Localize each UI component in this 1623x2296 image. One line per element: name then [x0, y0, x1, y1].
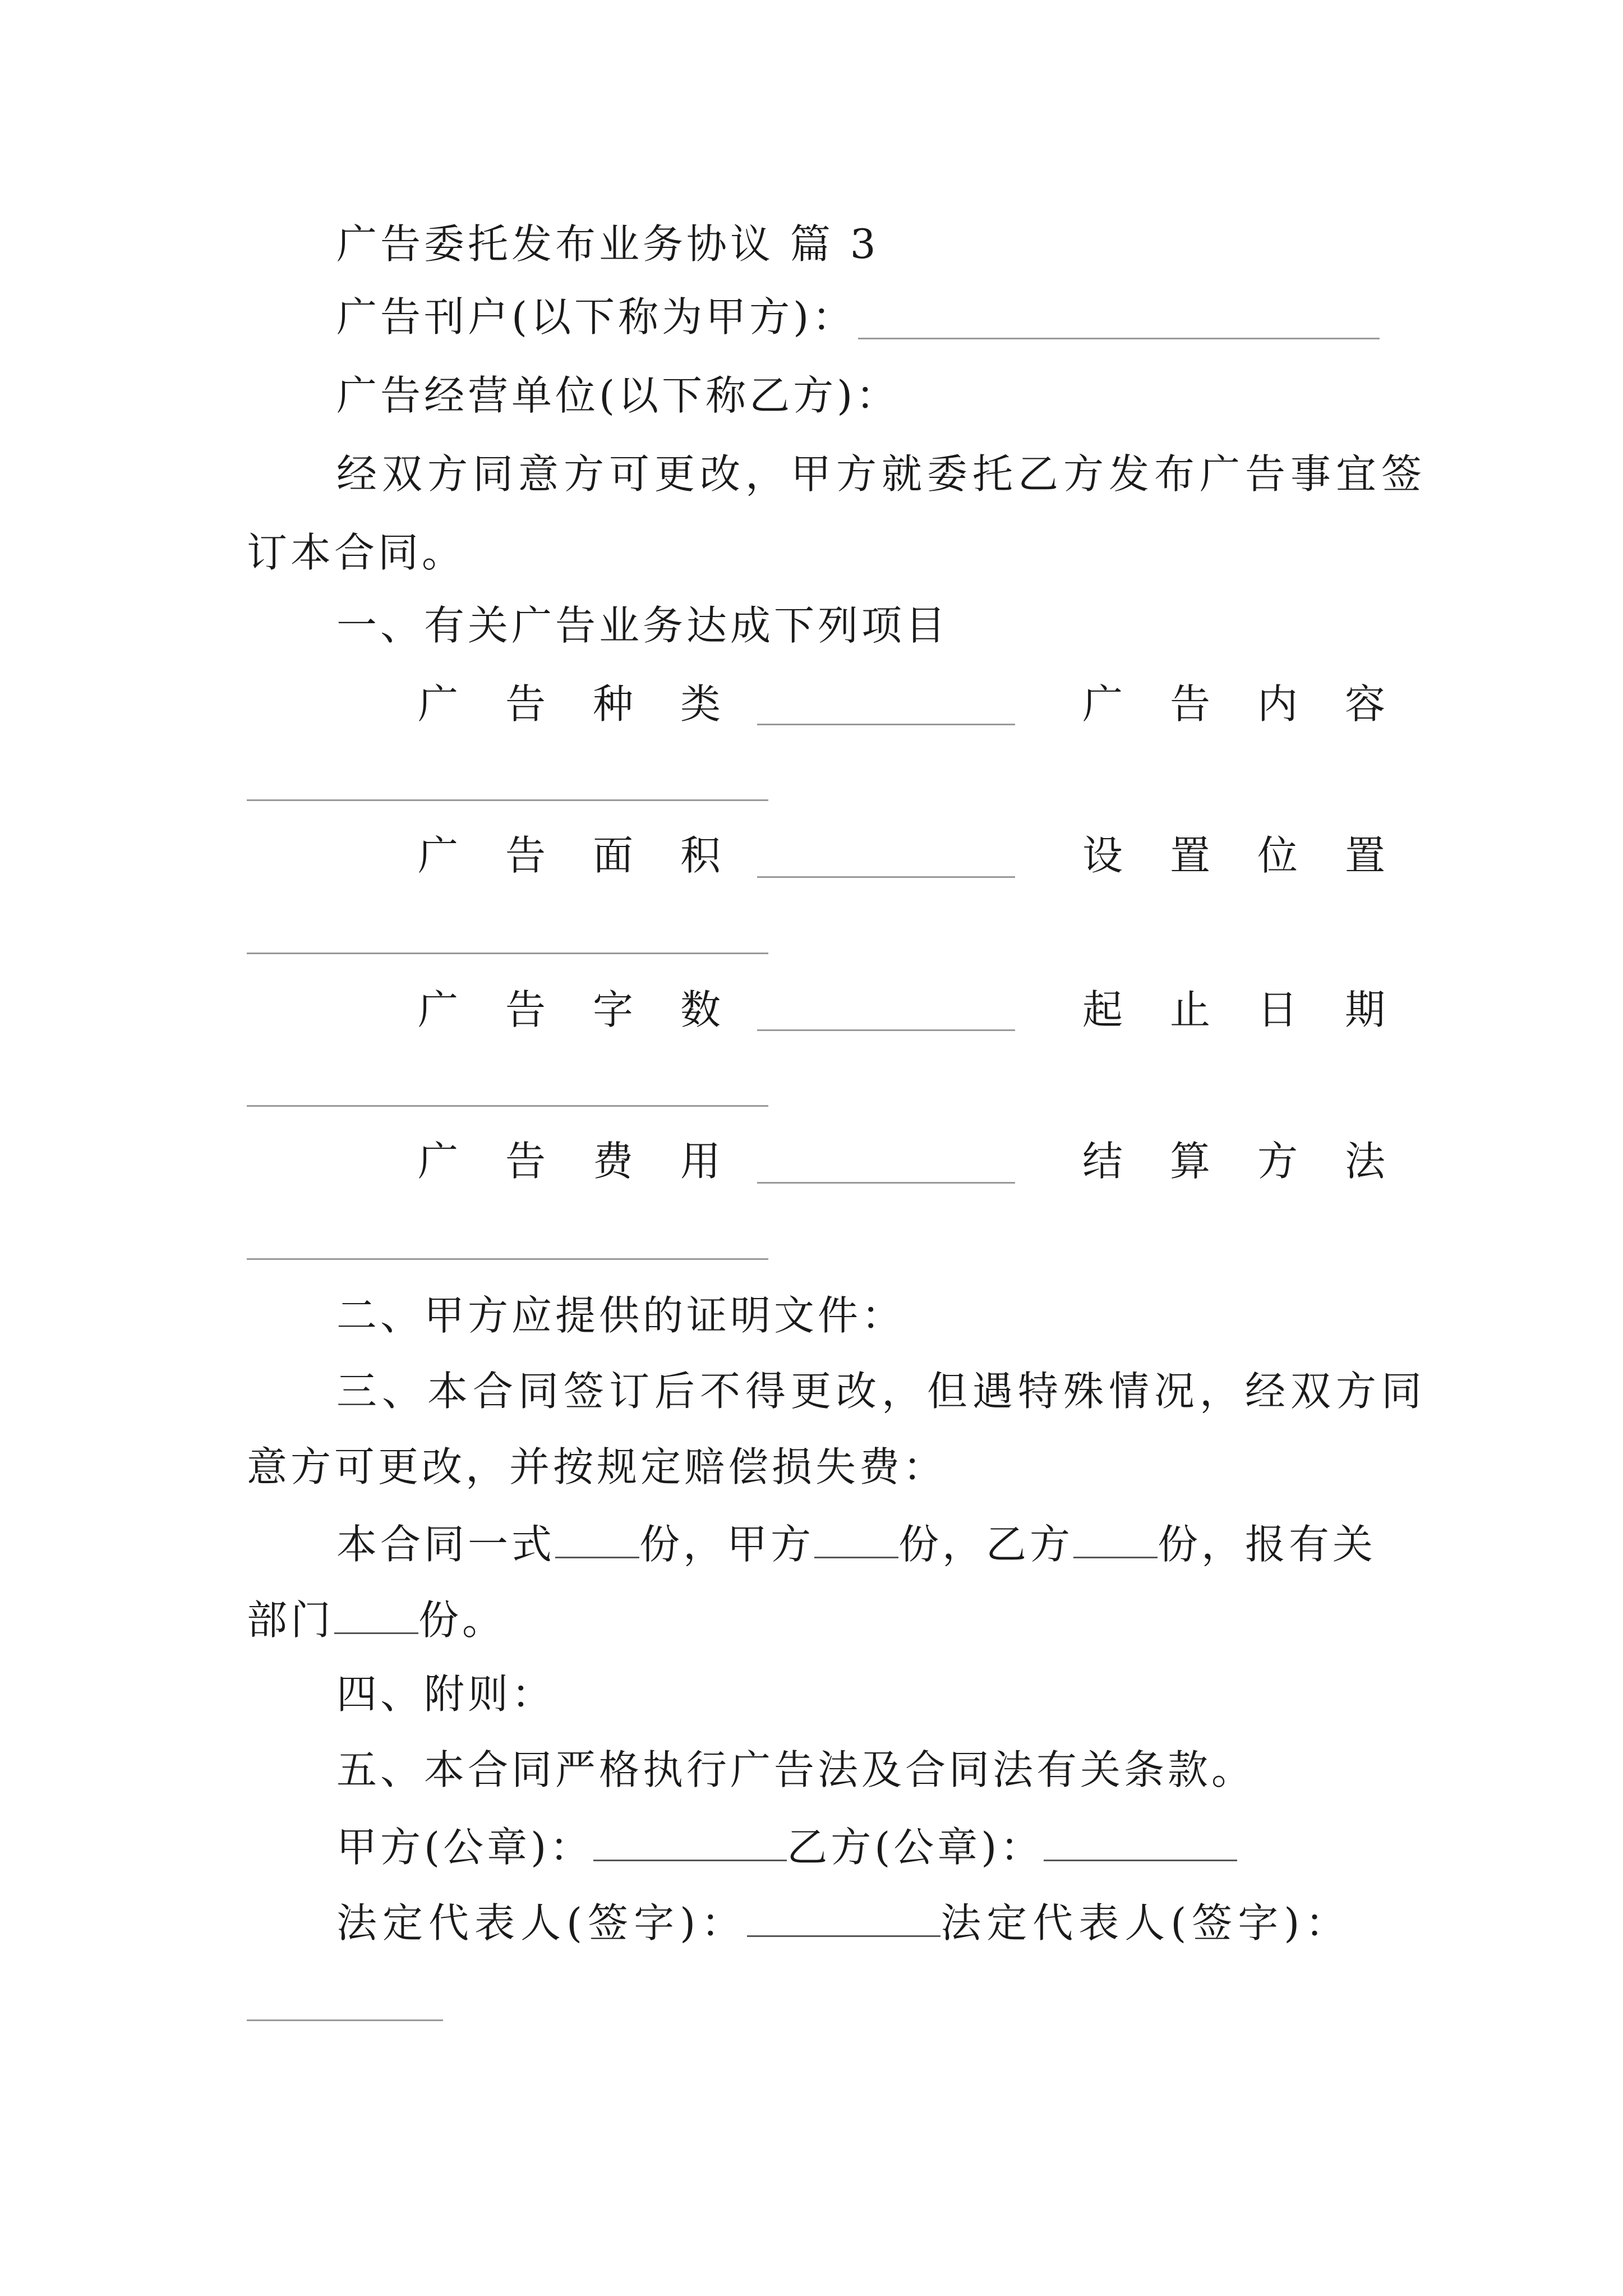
rep-b-label: 法定代表人(签字)： [940, 1899, 1352, 1947]
rep-line [336, 1896, 1351, 1947]
section-5-heading: 五、本合同严格执行广告法及合同法有关条款。 [336, 1746, 1256, 1793]
copies-b-blank[interactable] [1073, 1517, 1158, 1558]
copies-a-blank[interactable] [814, 1517, 898, 1558]
seal-a-blank[interactable] [593, 1820, 787, 1861]
item-right-label: 广 告 内 容 [1082, 680, 1386, 728]
party-a-blank[interactable] [858, 338, 1380, 339]
item-right-label: 结 算 方 法 [1082, 1138, 1386, 1185]
item-blank[interactable] [247, 1258, 768, 1260]
intro-line-2: 订本合同。 [247, 529, 466, 576]
item-blank[interactable] [757, 1182, 1015, 1184]
item-left-label: 广 告 种 类 [418, 680, 721, 728]
item-left-label: 广 告 面 积 [418, 832, 721, 879]
seal-a-label: 甲方(公章)： [336, 1824, 594, 1871]
section-3-line-1: 三、本合同签订后不得更改，但遇特殊情况，经双方同 [336, 1368, 1427, 1415]
copies-total-blank[interactable] [555, 1517, 639, 1558]
item-blank[interactable] [757, 1029, 1015, 1031]
document-title: 广告委托发布业务协议 篇 3 [336, 220, 879, 268]
copies-line: 本合同一式 份，甲方 份，乙方 份，报有关 [336, 1517, 1376, 1568]
item-blank[interactable] [247, 953, 768, 954]
party-b-label: 广告经营单位(以下称乙方)： [336, 372, 900, 419]
seal-line [336, 1820, 1237, 1871]
item-left-label: 广 告 费 用 [418, 1138, 721, 1185]
rep-a-blank[interactable] [747, 1896, 940, 1937]
rep-a-label: 法定代表人(签字)： [336, 1899, 748, 1947]
seal-b-label: 乙方(公章)： [787, 1824, 1044, 1871]
item-left-label: 广 告 字 数 [418, 986, 721, 1033]
intro-line-1: 经双方同意方可更改，甲方就委托乙方发布广告事宜签 [336, 450, 1427, 498]
item-right-label: 起 止 日 期 [1082, 986, 1386, 1033]
seal-b-blank[interactable] [1044, 1820, 1237, 1861]
item-right-label: 设 置 位 置 [1082, 832, 1386, 879]
copies-line-2: 部门 份。 [247, 1593, 506, 1644]
item-blank[interactable] [247, 1105, 768, 1107]
party-a-label: 广告刊户(以下称为甲方)： [336, 293, 856, 341]
rep-b-blank[interactable] [247, 2019, 443, 2021]
item-blank[interactable] [247, 799, 768, 801]
item-blank[interactable] [757, 724, 1015, 725]
item-blank[interactable] [757, 876, 1015, 878]
section-2-heading: 二、甲方应提供的证明文件： [336, 1292, 906, 1339]
section-3-line-2: 意方可更改，并按规定赔偿损失费： [247, 1443, 947, 1490]
party-a-line [336, 292, 856, 342]
copies-dept-blank[interactable] [334, 1593, 418, 1634]
section-1-heading: 一、有关广告业务达成下列项目 [336, 602, 949, 649]
section-4-heading: 四、附则： [336, 1671, 556, 1718]
